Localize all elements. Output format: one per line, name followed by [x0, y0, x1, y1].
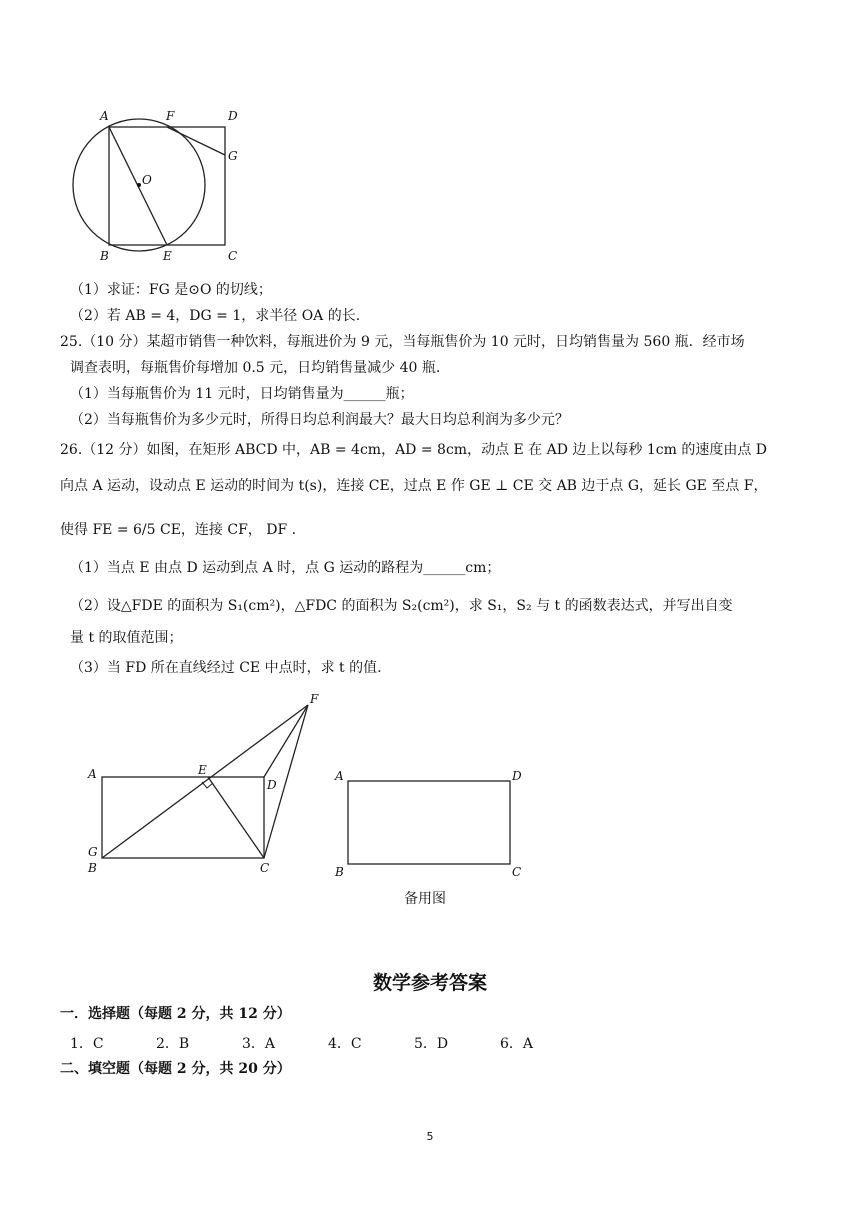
q24-part1: （1）求证：FG 是⊙O 的切线； [70, 282, 272, 298]
backup-figure-caption: 备用图 [404, 891, 446, 907]
label-a: A [335, 769, 344, 783]
label-c: C [512, 865, 522, 879]
square-abcd [109, 127, 225, 245]
label-c: C [228, 249, 238, 263]
page-number: 5 [426, 1130, 434, 1143]
label-d: D [512, 769, 522, 783]
backup-rectangle-figure [330, 760, 540, 885]
label-b: B [88, 861, 97, 875]
choice-answer: 2．B [156, 1036, 190, 1052]
q25-intro-line1: 25.（10 分）某超市销售一种饮料，每瓶进价为 9 元，当每瓶售价为 10 元时，日均销售量为 560 瓶．经市场 [60, 334, 745, 350]
label-o: O [142, 173, 152, 187]
q25-intro-line2: 调查表明，每瓶售价每增加 0.5 元，日均销售量减少 40 瓶. [70, 360, 441, 376]
q26-line2: 向点 A 运动，设动点 E 运动的时间为 t(s)，连接 CE，过点 E 作 GE ⊥ CE 交 AB 边于点 G，延长 GE 至点 F， [60, 478, 768, 494]
q26-line1: 26.（12 分）如图，在矩形 ABCD 中，AB = 4cm，AD = 8cm，动点 E 在 AD 边上以每秒 1cm 的速度由点 D [60, 442, 768, 458]
label-b: B [335, 865, 344, 879]
rectangle-triangle-figure [80, 690, 330, 880]
q26-part3: （3）当 FD 所在直线经过 CE 中点时，求 t 的值. [70, 660, 382, 676]
label-b: B [100, 249, 109, 263]
q26-part1: （1）当点 E 由点 D 运动到点 A 时，点 G 运动的路程为______cm； [70, 560, 501, 576]
rectangle-abcd-backup [348, 781, 510, 864]
segment-ec [208, 777, 264, 858]
label-f: F [166, 109, 175, 123]
label-e: E [163, 249, 172, 263]
q25-part2: （2）当每瓶售价为多少元时，所得日均总利润最大？最大日均总利润为多少元？ [70, 412, 569, 428]
choice-answer: 4．C [328, 1036, 362, 1052]
label-d: D [228, 109, 238, 123]
circle-square-figure [60, 100, 260, 270]
label-c: C [260, 861, 270, 875]
label-e: E [198, 763, 207, 777]
q25-part1: （1）当每瓶售价为 11 元时，日均销售量为______瓶； [70, 386, 414, 402]
segment-gf [102, 705, 308, 858]
label-g: G [88, 845, 98, 859]
label-f: F [310, 692, 319, 706]
rectangle-abcd [102, 777, 264, 858]
section2-heading: 二、填空题（每题 2 分，共 20 分） [60, 1061, 291, 1077]
label-g: G [228, 149, 238, 163]
q26-part2-line1: （2）设△FDE 的面积为 S₁(cm²)，△FDC 的面积为 S₂(cm²)，求 S₁，S₂ 与 t 的函数表达式，并写出自变 [70, 598, 733, 614]
segment-fd [264, 705, 308, 777]
answers-title: 数学参考答案 [372, 972, 487, 994]
q26-line3: 使得 FE = 6/5 CE，连接 CF， DF . [60, 522, 297, 538]
choice-answer: 6．A [500, 1036, 534, 1052]
q26-part2-line2: 量 t 的取值范围； [70, 630, 183, 646]
section1-heading: 一．选择题（每题 2 分，共 12 分） [60, 1006, 291, 1022]
choice-answer: 5．D [414, 1036, 449, 1052]
choice-answers [70, 1033, 586, 1053]
label-d: D [267, 778, 277, 792]
center-point [137, 183, 141, 187]
label-a: A [88, 767, 97, 781]
q24-part2: （2）若 AB = 4，DG = 1，求半径 OA 的长. [70, 308, 361, 324]
label-a: A [100, 109, 109, 123]
choice-answer: 1．C [70, 1036, 104, 1052]
choice-answer: 3．A [242, 1036, 276, 1052]
